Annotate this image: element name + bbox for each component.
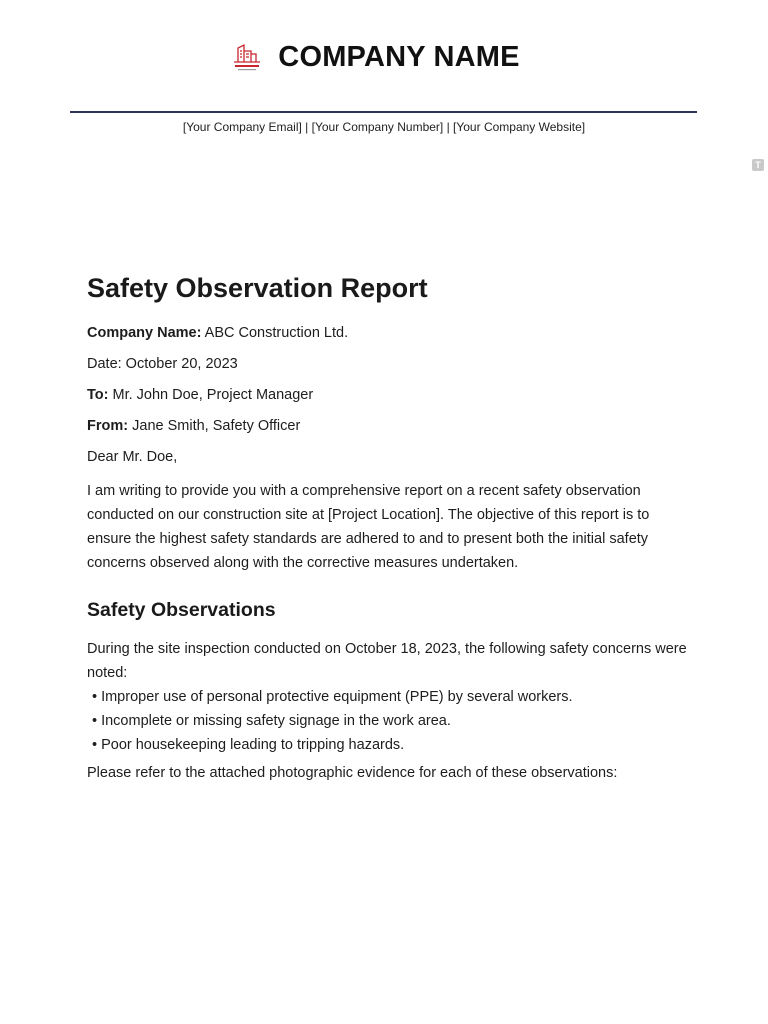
letterhead (0, 40, 768, 74)
company-value: ABC Construction Ltd. (204, 325, 349, 341)
building-logo-icon (228, 40, 266, 74)
from-label: From: (87, 418, 129, 434)
list-item: • Poor housekeeping leading to tripping hazards. (92, 737, 405, 753)
contact-line: [Your Company Email] | [Your Company Number] | [Your Company Website] (182, 120, 586, 134)
salutation: Dear Mr. Doe, (87, 449, 178, 465)
from-line (87, 417, 687, 436)
report-title: Safety Observation Report (87, 273, 428, 303)
list-item: • Incomplete or missing safety signage in the work area. (92, 713, 451, 729)
closing-line: Please refer to the attached photographic evidence for each of these observations: (87, 765, 618, 781)
text-tool-icon[interactable]: T (752, 159, 764, 171)
report-body (87, 268, 687, 795)
section-heading: Safety Observations (87, 599, 276, 621)
company-line (87, 324, 687, 343)
from-value: Jane Smith, Safety Officer (132, 418, 301, 434)
list-item: • Improper use of personal protective equipment (PPE) by several workers. (92, 689, 573, 705)
section-intro: During the site inspection conducted on October 18, 2023, the following safety concerns were noted: (87, 641, 687, 681)
to-label: To: (87, 387, 109, 403)
company-label: Company Name: (87, 325, 202, 341)
observation-list (87, 685, 687, 757)
company-name: COMPANY NAME (278, 40, 520, 73)
intro-paragraph: I am writing to provide you with a comprehensive report on a recent safety observation conducted on our construction site at [Project Location]. The objective of this report is to ensure the highest safety standards are adhered to and to present both the initial safety concerns observed along with the corrective measures undertaken. (87, 483, 650, 571)
to-line (87, 386, 687, 405)
date-line: Date: October 20, 2023 (87, 356, 238, 372)
header-divider (70, 111, 697, 113)
to-value: Mr. John Doe, Project Manager (112, 387, 314, 403)
